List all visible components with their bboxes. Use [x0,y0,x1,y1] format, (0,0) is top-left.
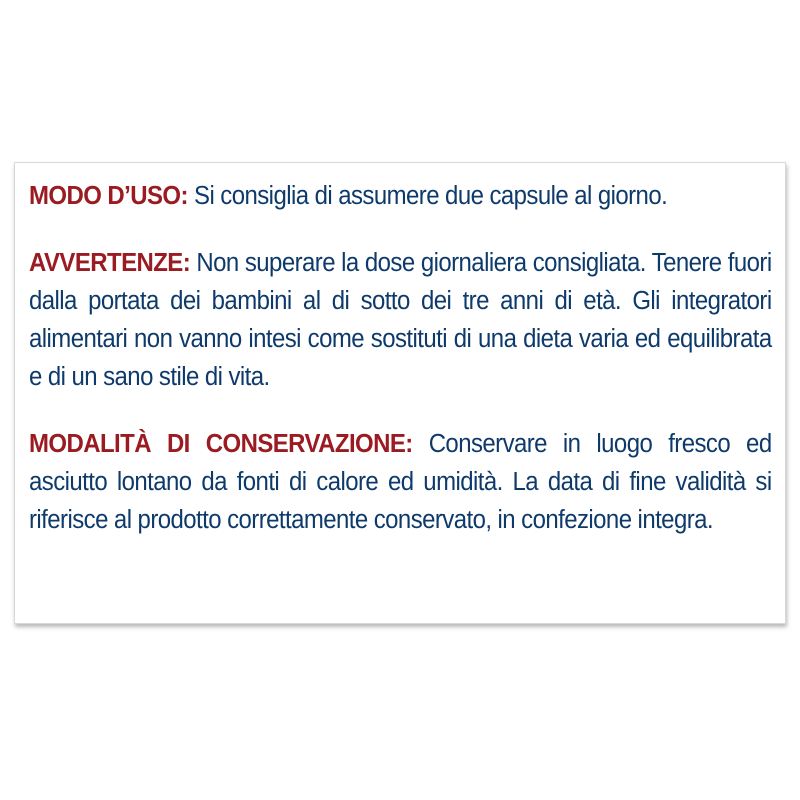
warnings-section [29,244,772,396]
warnings-heading: AVVERTENZE: [29,249,191,277]
warnings-text: Non superare la dose giornaliera consigliata. Tenere fuori dalla portata dei bambini al di sotto dei tre anni di età. Gli integratori alimentari non vanno intesi come sostituti di una dieta varia ed equilibrata e di un sano stile di vita. [29,249,772,391]
label-panel [14,162,786,624]
usage-text: Si consiglia di assumere due capsule al giorno. [194,182,668,210]
storage-heading: MODALITÀ DI CONSERVAZIONE: [29,430,413,458]
usage-heading: MODO D’USO: [29,182,188,210]
storage-text: Conservare in luogo fresco ed asciutto lontano da fonti di calore ed umidità. La data di fine validità si riferisce al prodotto correttamente conservato, in confezione integra. [29,430,772,534]
usage-section [29,177,772,215]
storage-section [29,425,772,539]
